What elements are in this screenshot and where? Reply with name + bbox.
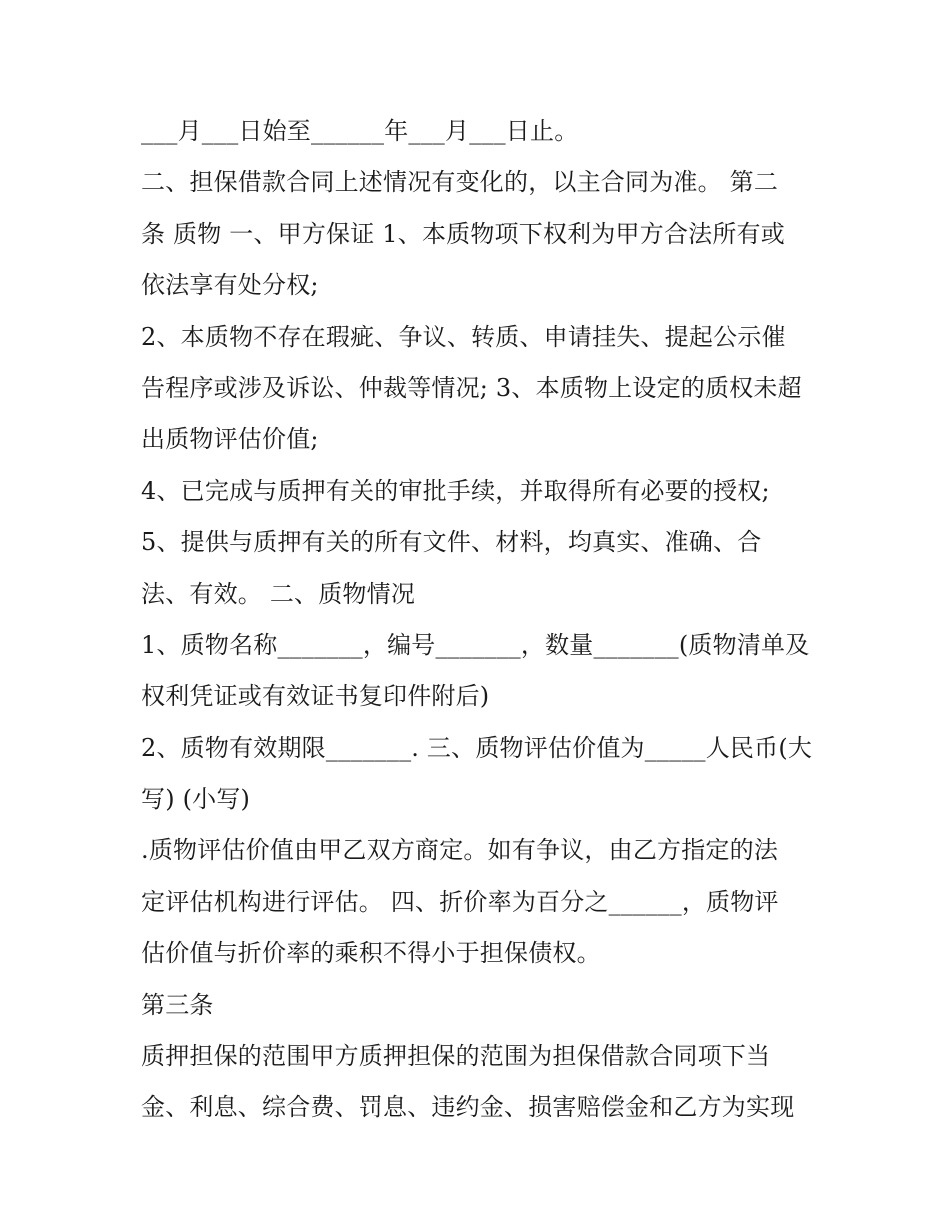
section-heading-article-3: 第三条 (141, 990, 214, 1019)
text-line-5: 2、本质物不存在瑕疵、争议、转质、申请挂失、提起公示催 (141, 322, 786, 351)
contract-text-body (141, 106, 821, 1134)
text-line-20: 金、利息、综合费、罚息、违约金、损害赔偿金和乙方为实现 (141, 1093, 795, 1122)
text-line-15: .质物评估价值由甲乙双方商定。如有争议，由乙方指定的法 (141, 836, 779, 865)
text-line-1: ___月___日始至______年___月___日止。 (141, 117, 579, 145)
text-line-3: 条 质物 一、甲方保证 1、本质物项下权利为甲方合法所有或 (141, 219, 785, 248)
text-line-11: 1、质物名称_______，编号_______，数量_______(质物清单及 (141, 630, 810, 659)
text-line-8: 4、已完成与质押有关的审批手续，并取得所有必要的授权; (141, 476, 770, 505)
text-line-9: 5、提供与质押有关的所有文件、材料，均真实、准确、合 (141, 528, 762, 557)
text-line-4: 依法享有处分权; (141, 271, 319, 300)
text-line-14: 写) (小写) (141, 785, 251, 814)
text-line-10: 法、有效。 二、质物情况 (141, 579, 416, 608)
text-line-7: 出质物评估价值; (141, 425, 319, 454)
text-line-19: 质押担保的范围甲方质押担保的范围为担保借款合同项下当 (141, 1042, 771, 1071)
text-line-16: 定评估机构进行评估。 四、折价率为百分之______，质物评 (141, 887, 779, 916)
text-line-2: 二、担保借款合同上述情况有变化的，以主合同为准。 第二 (141, 168, 779, 197)
text-line-12: 权利凭证或有效证书复印件附后) (141, 682, 490, 711)
text-line-13: 2、质物有效期限_______. 三、质物评估价值为_____人民币(大 (141, 733, 813, 762)
text-line-6: 告程序或涉及诉讼、仲裁等情况; 3、本质物上设定的质权未超 (141, 373, 802, 402)
text-line-17: 估价值与折价率的乘积不得小于担保债权。 (141, 939, 601, 968)
